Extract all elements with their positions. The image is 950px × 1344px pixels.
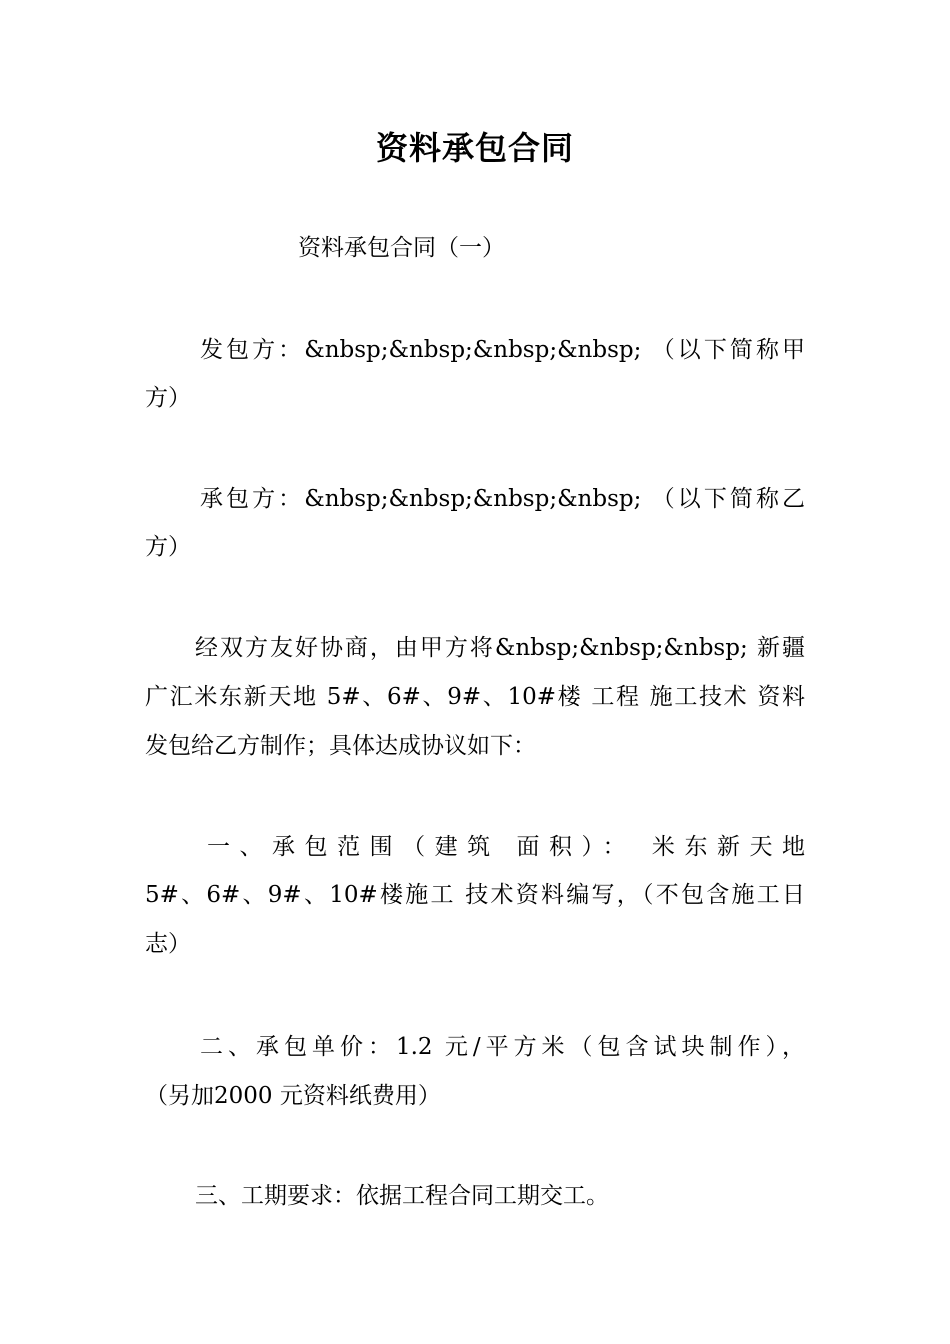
agreement-line-3: 发包给乙方制作；具体达成协议如下： — [145, 733, 536, 759]
scope-line-1: 一、承包范围（建筑 面积）： 米东新天地 — [207, 834, 805, 860]
party-b-line-1: 承包方：&nbsp;&nbsp;&nbsp;&nbsp; （以下简称乙 — [200, 486, 805, 512]
document-subtitle: 资料承包合同（一） — [298, 235, 505, 261]
schedule-line-1: 三、工期要求：依据工程合同工期交工。 — [195, 1183, 609, 1209]
scope-line-2: 5#、6#、9#、10#楼施工 技术资料编写，（不包含施工日 — [145, 882, 805, 908]
scope-line-3: 志） — [145, 931, 191, 957]
party-a-line-1: 发包方：&nbsp;&nbsp;&nbsp;&nbsp; （以下简称甲 — [200, 337, 805, 363]
agreement-line-2: 广汇米东新天地 5#、6#、9#、10#楼 工程 施工技术 资料 — [145, 684, 805, 710]
document-title: 资料承包合同 — [375, 129, 574, 167]
agreement-line-1: 经双方友好协商，由甲方将&nbsp;&nbsp;&nbsp; 新疆 — [195, 635, 805, 661]
party-b-line-2: 方） — [145, 534, 191, 560]
party-a-line-2: 方） — [145, 385, 191, 411]
price-line-2: （另加2000 元资料纸费用） — [145, 1083, 441, 1109]
price-line-1: 二、承包单价：1.2 元/平方米（包含试块制作）， — [200, 1034, 805, 1060]
